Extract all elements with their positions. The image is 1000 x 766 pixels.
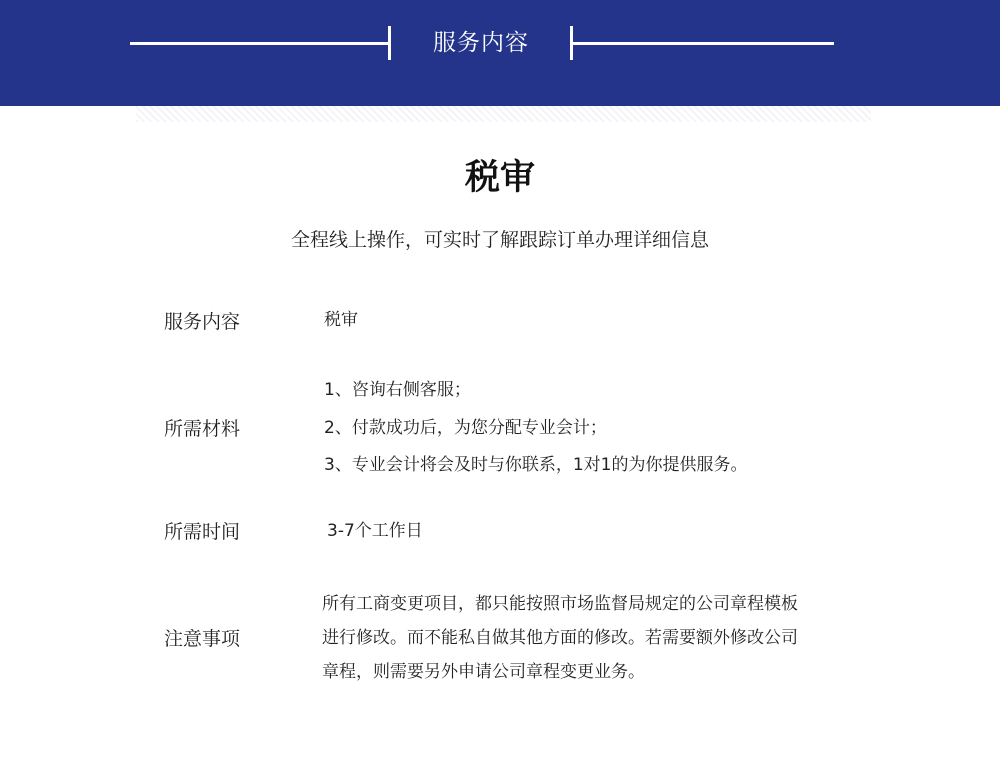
service-value: 税审 <box>324 310 358 330</box>
page-title: 税审 <box>464 158 535 198</box>
decorative-band <box>136 106 871 122</box>
materials-label: 所需材料 <box>164 418 241 440</box>
time-value: 3-7个工作日 <box>327 521 423 541</box>
banner-right-line <box>572 42 834 45</box>
page-subtitle: 全程线上操作，可实时了解跟踪订单办理详细信息 <box>290 229 709 251</box>
banner-left-tick <box>388 26 391 60</box>
banner-title: 服务内容 <box>433 30 529 56</box>
materials-item: 1、咨询右侧客服； <box>324 380 471 400</box>
banner-left-line <box>130 42 388 45</box>
time-label: 所需时间 <box>164 521 241 543</box>
notes-label: 注意事项 <box>164 628 241 650</box>
materials-item: 2、付款成功后，为您分配专业会计； <box>324 418 607 438</box>
header-banner <box>0 0 1000 106</box>
service-label: 服务内容 <box>164 311 241 333</box>
materials-item: 3、专业会计将会及时与你联系，1对1的为你提供服务。 <box>324 455 748 475</box>
notes-text: 所有工商变更项目，都只能按照市场监督局规定的公司章程模板进行修改。而不能私自做其他方面的修改。若需要额外修改公司章程，则需要另外申请公司章程变更业务。 <box>322 594 798 682</box>
